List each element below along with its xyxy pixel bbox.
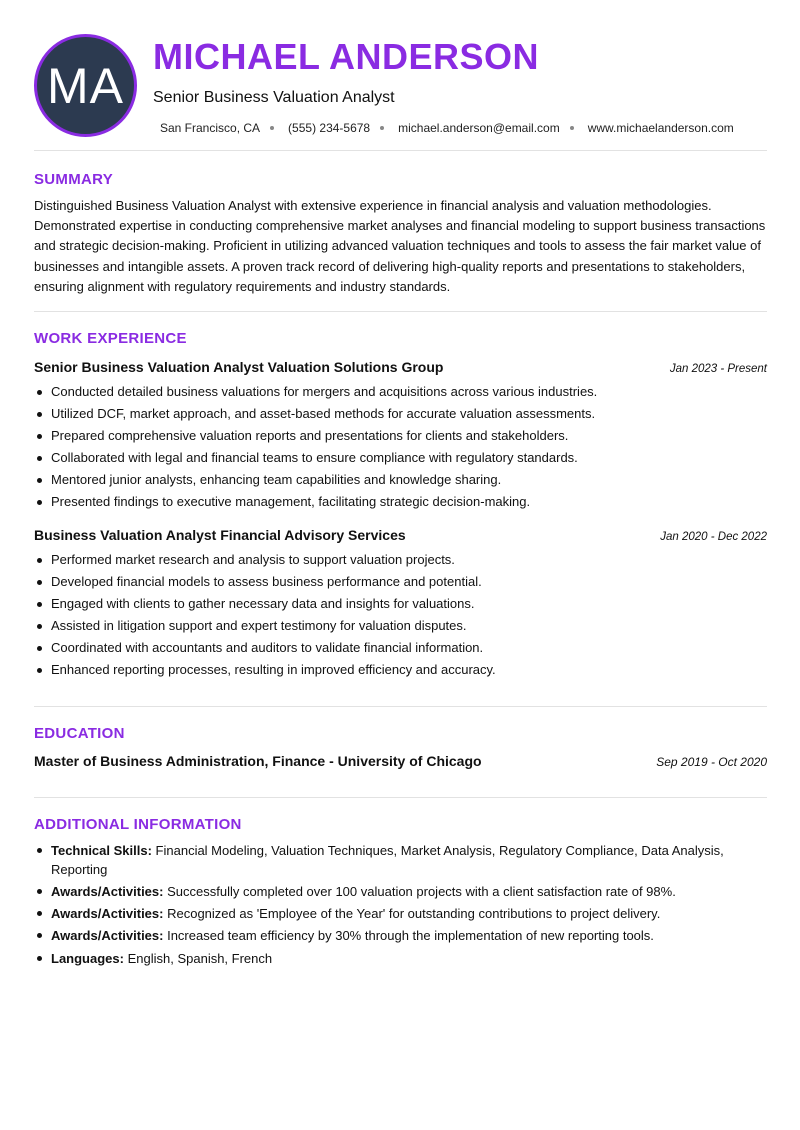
- job-role: Business Valuation Analyst Financial Advisory Services: [34, 527, 406, 543]
- list-item: [34, 882, 767, 901]
- summary-text: Distinguished Business Valuation Analyst with extensive experience in financial analysis and valuation methodologies. Demonstrated expertise in conducting comprehensive market analyses and financial modeling to support business transactions and strategic decision-making. Proficient in utilizing advanced valuation techniques and tools to assess the fair market value of businesses and intangible assets. A proven track record of delivering high-quality reports and presentations to stakeholders, ensuring alignment with regulatory requirements and industry standards.: [34, 198, 766, 294]
- list-item: Conducted detailed business valuations for mergers and acquisitions across various industries.: [34, 381, 767, 403]
- job-header: [34, 527, 767, 543]
- contact-location: San Francisco, CA: [160, 121, 261, 135]
- list-item: Performed market research and analysis to support valuation projects.: [34, 549, 767, 571]
- list-item: Assisted in litigation support and expert testimony for valuation disputes.: [34, 615, 767, 637]
- education-entry: [34, 753, 767, 769]
- job-role: Senior Business Valuation Analyst Valuation Solutions Group: [34, 359, 444, 375]
- contact-row: [160, 121, 734, 135]
- job-header: [34, 359, 767, 375]
- item-label: Awards/Activities:: [51, 928, 164, 943]
- separator-dot-icon: [270, 126, 274, 130]
- item-text: Recognized as 'Employee of the Year' for outstanding contributions to project delivery.: [167, 906, 661, 921]
- separator-dot-icon: [380, 126, 384, 130]
- divider: [34, 150, 767, 151]
- education-dates: Sep 2019 - Oct 2020: [656, 755, 767, 769]
- list-item: [34, 904, 767, 923]
- contact-phone[interactable]: (555) 234-5678: [288, 121, 371, 135]
- list-item: Coordinated with accountants and auditors to validate financial information.: [34, 637, 767, 659]
- additional-list: [34, 841, 767, 971]
- list-item: Prepared comprehensive valuation reports and presentations for clients and stakeholders.: [34, 425, 767, 447]
- job-dates: Jan 2020 - Dec 2022: [660, 531, 767, 543]
- avatar: [34, 34, 137, 137]
- list-item: Developed financial models to assess business performance and potential.: [34, 571, 767, 593]
- additional-heading: ADDITIONAL INFORMATION: [34, 816, 242, 833]
- list-item: [34, 841, 767, 879]
- education-heading: EDUCATION: [34, 725, 125, 742]
- experience-heading: WORK EXPERIENCE: [34, 330, 187, 347]
- contact-website[interactable]: www.michaelanderson.com: [587, 121, 734, 135]
- list-item: Utilized DCF, market approach, and asset-based methods for accurate valuation assessments.: [34, 403, 767, 425]
- item-label: Awards/Activities:: [51, 884, 164, 899]
- education-degree: Master of Business Administration, Finance - University of Chicago: [34, 753, 482, 769]
- list-item: Presented findings to executive management, facilitating strategic decision-making.: [34, 491, 767, 513]
- list-item: Enhanced reporting processes, resulting in improved efficiency and accuracy.: [34, 659, 767, 681]
- list-item: [34, 949, 767, 968]
- list-item: Mentored junior analysts, enhancing team capabilities and knowledge sharing.: [34, 469, 767, 491]
- candidate-name: MICHAEL ANDERSON: [153, 36, 540, 77]
- job-bullets: [34, 381, 767, 514]
- item-text: English, Spanish, French: [127, 951, 273, 966]
- item-text: Financial Modeling, Valuation Techniques, Market Analysis, Regulatory Compliance, Data Analysis, Reporting: [51, 843, 724, 877]
- divider: [34, 706, 767, 707]
- avatar-initials: MA: [47, 57, 124, 114]
- list-item: Collaborated with legal and financial teams to ensure compliance with regulatory standards.: [34, 447, 767, 469]
- item-label: Technical Skills:: [51, 843, 152, 858]
- divider: [34, 797, 767, 798]
- item-text: Successfully completed over 100 valuation projects with a client satisfaction rate of 98%.: [167, 884, 676, 899]
- candidate-title: Senior Business Valuation Analyst: [153, 89, 395, 106]
- item-label: Awards/Activities:: [51, 906, 164, 921]
- contact-email[interactable]: michael.anderson@email.com: [398, 121, 560, 135]
- summary-heading: SUMMARY: [34, 171, 114, 188]
- separator-dot-icon: [570, 126, 574, 130]
- list-item: [34, 926, 767, 945]
- job-dates: Jan 2023 - Present: [669, 363, 767, 375]
- list-item: Engaged with clients to gather necessary data and insights for valuations.: [34, 593, 767, 615]
- item-text: Increased team efficiency by 30% through the implementation of new reporting tools.: [167, 928, 654, 943]
- job-bullets: [34, 549, 767, 682]
- divider: [34, 311, 767, 312]
- item-label: Languages:: [51, 951, 124, 966]
- resume-page: [34, 0, 767, 1130]
